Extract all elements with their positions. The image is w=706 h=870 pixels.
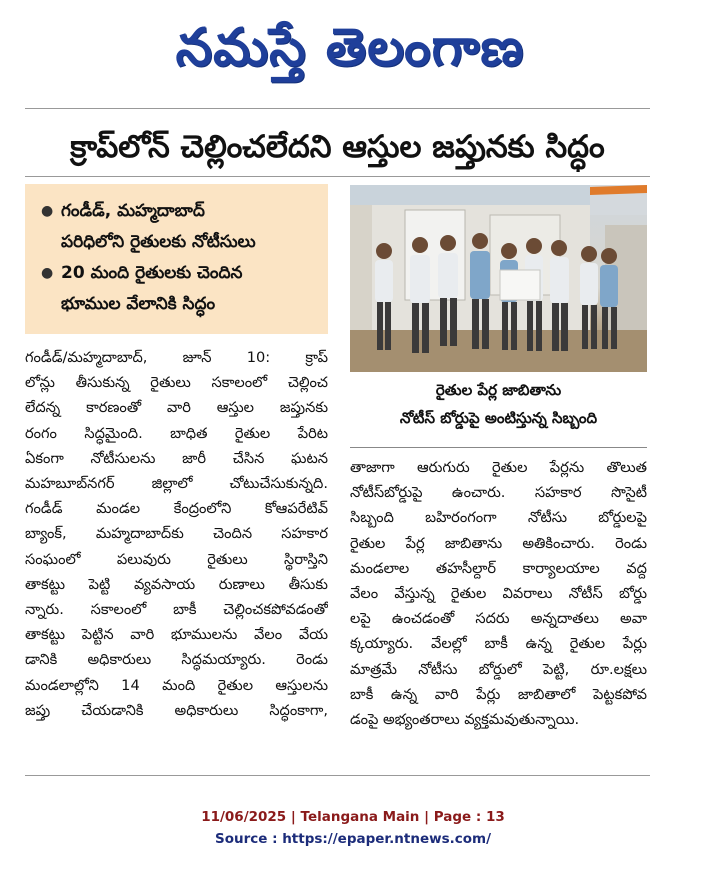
bullet-icon: ● bbox=[41, 265, 54, 281]
highlight-line: 20 మంది రైతులకు చెందిన bbox=[61, 263, 243, 283]
body-line: మండలాల్లోని 14 మంది రైతుల ఆస్తులను bbox=[25, 676, 328, 694]
body-line: మహబూబ్‌నగర్ జిల్లాలో చోటుచేసుకున్నది. bbox=[25, 475, 328, 493]
masthead-title: నమస్తే తెలంగాణ bbox=[175, 18, 525, 78]
article-body-right bbox=[350, 455, 647, 732]
body-line: సంఘంలో పలువురు రైతులు స్థిరాస్తిని bbox=[25, 550, 328, 568]
body-line: క్కయ్యారు. వేలల్లో బాకీ ఉన్న రైతుల పేర్లు bbox=[350, 635, 647, 653]
body-line: న్నారు. సకాలంలో బాకీ చెల్లించకపోవడంతో bbox=[25, 601, 328, 619]
highlights-box bbox=[25, 184, 328, 334]
body-line: తాకట్టు పెట్టిన వారి భూములను వేలం వేయ bbox=[25, 626, 328, 644]
caption-line: రైతుల పేర్ల జాబితాను bbox=[435, 381, 562, 399]
body-line: సిబ్బంది బహిరంగంగా నోటీసు బోర్డులపై bbox=[350, 509, 647, 527]
highlight-item bbox=[41, 258, 318, 320]
news-photo bbox=[350, 185, 647, 372]
photo-caption bbox=[350, 376, 647, 446]
photo-scene bbox=[350, 185, 647, 372]
headline: క్రాప్‌లోన్ చెల్లించలేదని ఆస్తుల జప్తునకు సిద్ధం bbox=[70, 129, 605, 165]
article-bottom-divider bbox=[25, 775, 650, 776]
body-line: వేలం వేస్తున్న రైతుల వివరాలు నోటీస్ బోర్డు bbox=[350, 585, 647, 603]
body-line: లోన్లు తీసుకున్న రైతులు సకాలంలో చెల్లించ bbox=[25, 374, 328, 392]
body-line: బాకీ ఉన్న వారి పేర్లు జాబితాలో పెట్టకపోవ bbox=[350, 685, 647, 703]
body-line: జప్తు చేయడానికి అధికారులు సిద్ధంకాగా, bbox=[25, 701, 328, 719]
highlight-line: పరిధిలోని రైతులకు నోటీసులు bbox=[61, 232, 256, 252]
body-line: డానికి అధికారులు సిద్ధమయ్యారు. రెండు bbox=[25, 651, 328, 669]
footer-source-link[interactable]: Source : https://epaper.ntnews.com/ bbox=[214, 831, 492, 847]
caption-line: నోటీస్ బోర్డుపై అంటిస్తున్న సిబ్బంది bbox=[399, 409, 598, 427]
body-line: లేదన్న కారణంతో వారి ఆస్తుల జప్తునకు bbox=[25, 399, 328, 417]
masthead-divider bbox=[25, 108, 650, 109]
footer bbox=[0, 806, 706, 850]
article-body-left bbox=[25, 345, 328, 723]
body-line: తాజాగా ఆరుగురు రైతుల పేర్లను తొలుత bbox=[350, 459, 647, 476]
body-line: మాత్రమే నోటీసు బోర్డులో పెట్టి, రూ.లక్షలు bbox=[350, 660, 647, 678]
body-line: రైతుల పేర్ల జాబితాను అతికించారు. రెండు bbox=[350, 534, 647, 552]
body-line: గండీడ్ మండల కేంద్రంలోని కోఆపరేటివ్ bbox=[25, 500, 328, 518]
body-line: డంపై అభ్యంతరాలు వ్యక్తమవుతున్నాయి. bbox=[350, 711, 580, 729]
body-line: బ్యాంక్, మహ్మదాబాద్‌కు చెందిన సహకార bbox=[25, 525, 328, 543]
body-line: మండలాల తహసీల్దార్ కార్యాలయాల వద్ద bbox=[350, 559, 647, 577]
headline-divider bbox=[25, 176, 650, 177]
body-line: ఏకంగా నోటీసులను జారీ చేసిన ఘటన bbox=[25, 449, 328, 467]
body-line: లపై ఉంచడంతో సదరు అన్నదాతలు అవా bbox=[350, 610, 647, 628]
footer-meta: 11/06/2025 | Telangana Main | Page : 13 bbox=[201, 809, 505, 825]
highlight-item bbox=[41, 196, 318, 258]
bullet-icon: ● bbox=[41, 203, 54, 219]
highlight-line: భూముల వేలానికి సిద్ధం bbox=[61, 294, 216, 314]
body-line: నోటీస్‌బోర్డుపై ఉంచారు. సహకార సొసైటీ bbox=[350, 484, 647, 502]
body-line: గండీడ్/మహ్మదాబాద్, జూన్ 10: క్రాప్ bbox=[25, 349, 328, 366]
caption-divider bbox=[350, 447, 647, 448]
highlight-line: గండీడ్, మహ్మదాబాద్ bbox=[61, 201, 205, 221]
body-line: రంగం సిద్ధమైంది. బాధిత రైతుల పేరిట bbox=[25, 424, 328, 442]
body-line: తాకట్టు పెట్టి వ్యవసాయ రుణాలు తీసుకు bbox=[25, 575, 328, 593]
